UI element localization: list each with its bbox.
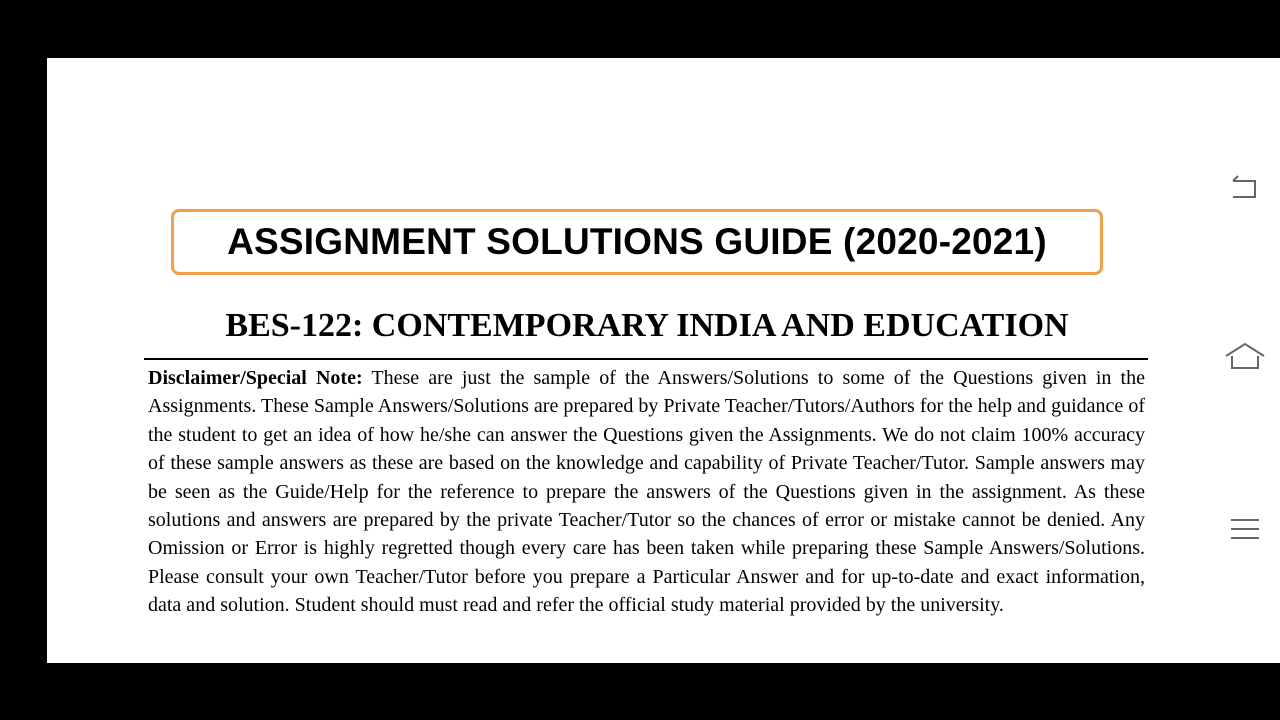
menu-button[interactable] [1224,511,1266,551]
document-page [47,58,1210,663]
home-button[interactable] [1224,338,1266,378]
banner-box [171,209,1103,275]
bottom-black-bar [0,663,1280,720]
menu-icon [1230,517,1260,546]
course-title: BES-122: CONTEMPORARY INDIA AND EDUCATION [225,307,1069,344]
disclaimer-label: Disclaimer/Special Note: [148,367,363,389]
banner-title: ASSIGNMENT SOLUTIONS GUIDE (2020-2021) [227,221,1047,262]
back-icon [1229,173,1261,208]
navigation-bar [1210,58,1280,663]
disclaimer-paragraph [148,364,1145,620]
home-icon [1224,340,1266,377]
back-button[interactable] [1224,170,1266,210]
disclaimer-text: These are just the sample of the Answers/Solutions to some of the Questions given in the Assignments. These Sample Answers/Solutions are prepared by Private Teacher/Tutors/Authors for the help and guidance of the student to get an idea of how he/she can answer the Questions given the Assignments. We do not claim 100% accuracy of these sample answers as these are based on the knowledge and capability of Private Teacher/Tutor. Sample answers may be seen as the Guide/Help for the reference to prepare the answers of the Questions given in the assignment. As these solutions and answers are prepared by the private Teacher/Tutor so the chances of error or mistake cannot be denied. Any Omission or Error is highly regretted though every care has been taken while preparing these Sample Answers/Solutions. Please consult your own Teacher/Tutor before you prepare a Particular Answer and for up-to-date and exact information, data and solution. Student should must read and refer the official study material provided by the university. [148,367,1145,617]
divider [144,358,1148,360]
